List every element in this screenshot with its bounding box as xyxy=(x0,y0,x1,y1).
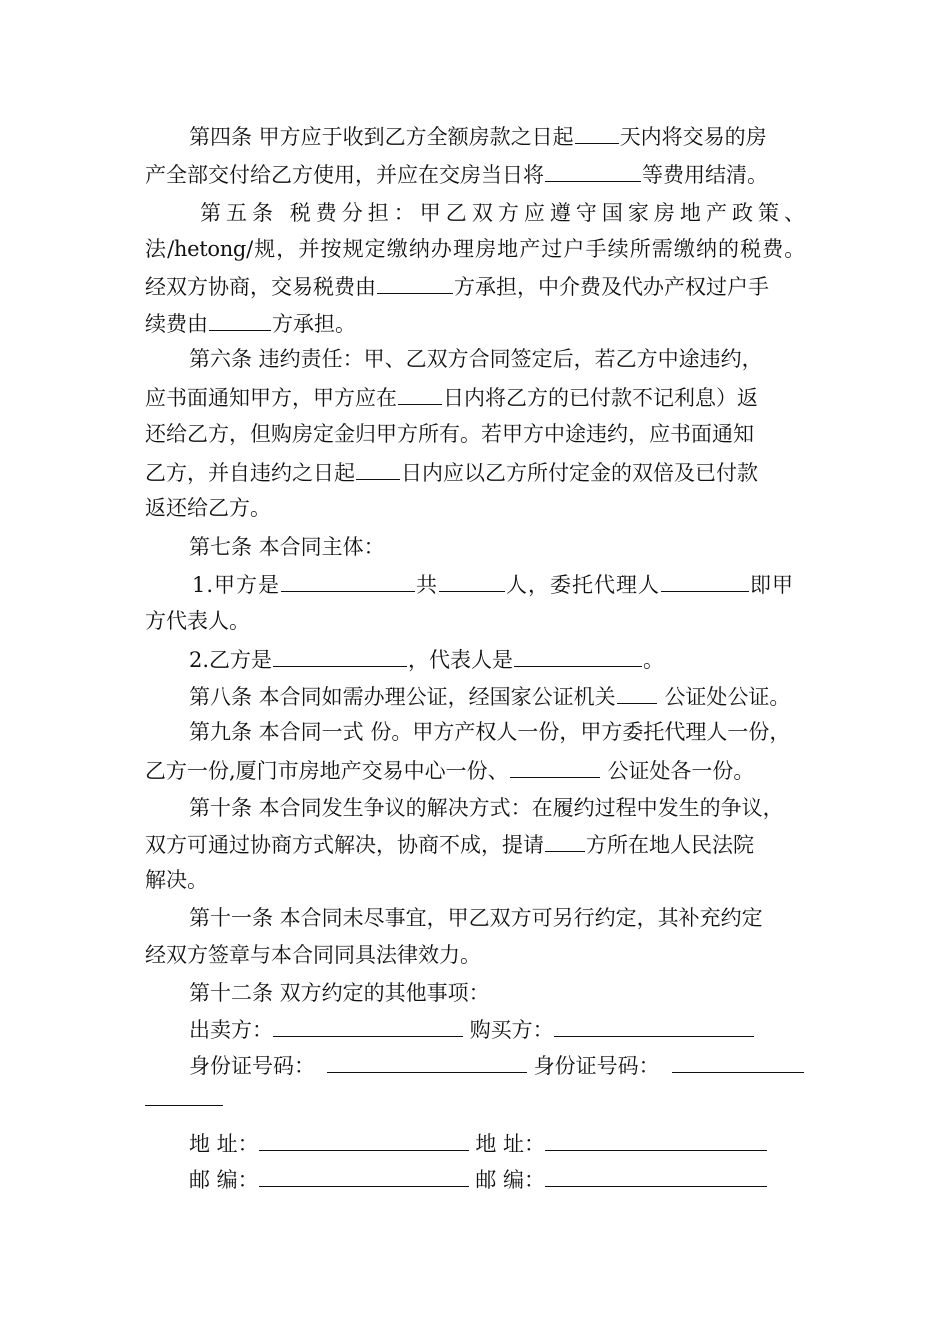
article6-line3: 还给乙方，但购房定金归甲方所有。若甲方中途违约，应书面通知 xyxy=(145,422,754,446)
article12-line1: 第十二条 双方约定的其他事项： xyxy=(189,981,490,1005)
address-blank-buyer xyxy=(545,1126,767,1151)
id-blank-buyer xyxy=(672,1048,804,1073)
article5-line4: 续费由 方承担。 xyxy=(145,304,356,340)
signature-postcode-row xyxy=(189,1162,767,1198)
article5-line3: 经双方协商，交易税费由 方承担，中介费及代办产权过户手 xyxy=(145,267,769,303)
article4-line1: 第四条 甲方应于收到乙方全额房款之日起 天内将交易的房 xyxy=(189,117,767,153)
signature-address-row xyxy=(189,1126,767,1162)
blank-party-b-rep xyxy=(514,640,642,667)
article8-line1: 第八条 本合同如需办理公证，经国家公证机关 公证处公证。 xyxy=(189,677,790,713)
article5-line1: 第五条 税费分担：甲乙双方应遵守国家房地产政策、 xyxy=(200,201,805,225)
article10-line2: 双方可通过协商方式解决，协商不成，提请 方所在地人民法院 xyxy=(145,825,754,861)
article7-party-a-cont: 方代表人。 xyxy=(145,609,250,633)
buyer-blank xyxy=(554,1012,754,1037)
postcode-blank-seller xyxy=(259,1162,469,1187)
article7-party-b: 2.乙方是 ，代表人是 。 xyxy=(189,640,664,676)
postcode-label-buyer: 邮 编： xyxy=(475,1168,546,1192)
article4-line2: 产全部交付给乙方使用，并应在交房当日将 等费用结清。 xyxy=(145,155,768,191)
article11-line1: 第十一条 本合同未尽事宜，甲乙双方可另行约定，其补充约定 xyxy=(189,906,763,930)
article11-line2: 经双方签章与本合同同具法律效力。 xyxy=(145,943,481,967)
article7-title: 第七条 本合同主体： xyxy=(189,535,385,559)
postcode-blank-buyer xyxy=(545,1162,767,1187)
blank-double-days xyxy=(356,453,400,480)
article6-line2: 应书面通知甲方，甲方应在 日内将乙方的已付款不记利息）返 xyxy=(145,378,758,414)
article10-line3: 解决。 xyxy=(145,868,208,892)
article9-line1: 第九条 本合同一式 份。甲方产权人一份，甲方委托代理人一份， xyxy=(189,720,791,744)
blank-party-b xyxy=(273,640,407,667)
blank-party-a-count xyxy=(439,565,505,592)
address-label-seller: 地 址： xyxy=(189,1132,259,1156)
address-blank-seller xyxy=(259,1126,469,1151)
blank-court-party xyxy=(545,825,585,852)
signature-seller-buyer xyxy=(189,1012,754,1048)
seller-label: 出卖方： xyxy=(189,1018,273,1042)
blank-notary xyxy=(617,677,657,704)
id-blank-seller xyxy=(327,1048,527,1073)
blank-party-a xyxy=(281,565,415,592)
blank-refund-days xyxy=(398,378,442,405)
article10-line1: 第十条 本合同发生争议的解决方式：在履约过程中发生的争议， xyxy=(189,796,784,820)
signature-id-row xyxy=(189,1048,804,1084)
blank-fee-payer xyxy=(209,304,271,331)
article6-line4: 乙方，并自违约之日起 日内应以乙方所付定金的双倍及已付款 xyxy=(145,453,758,489)
buyer-label: 购买方： xyxy=(469,1018,554,1042)
id-label-buyer: 身份证号码： xyxy=(533,1054,660,1078)
article6-line5: 返还给乙方。 xyxy=(145,496,271,520)
blank-notary-office xyxy=(510,751,600,778)
id-blank-buyer-continued xyxy=(145,1105,223,1106)
blank-tax-payer xyxy=(377,267,453,294)
postcode-label-seller: 邮 编： xyxy=(189,1168,259,1192)
article6-line1: 第六条 违约责任：甲、乙双方合同签定后，若乙方中途违约， xyxy=(189,347,763,371)
article7-party-a: 1.甲方是 共 人，委托代理人 即甲 xyxy=(192,565,794,601)
blank-days-delivery xyxy=(575,117,619,144)
blank-fees xyxy=(545,155,641,182)
article5-line2: 法/hetong/规，并按规定缴纳办理房地产过户手续所需缴纳的税费。 xyxy=(145,237,805,261)
id-label-seller: 身份证号码： xyxy=(189,1054,315,1078)
article9-line2: 乙方一份,厦门市房地产交易中心一份、 公证处各一份。 xyxy=(145,751,754,787)
blank-agent xyxy=(661,565,749,592)
address-label-buyer: 地 址： xyxy=(475,1132,546,1156)
seller-blank xyxy=(273,1012,463,1037)
